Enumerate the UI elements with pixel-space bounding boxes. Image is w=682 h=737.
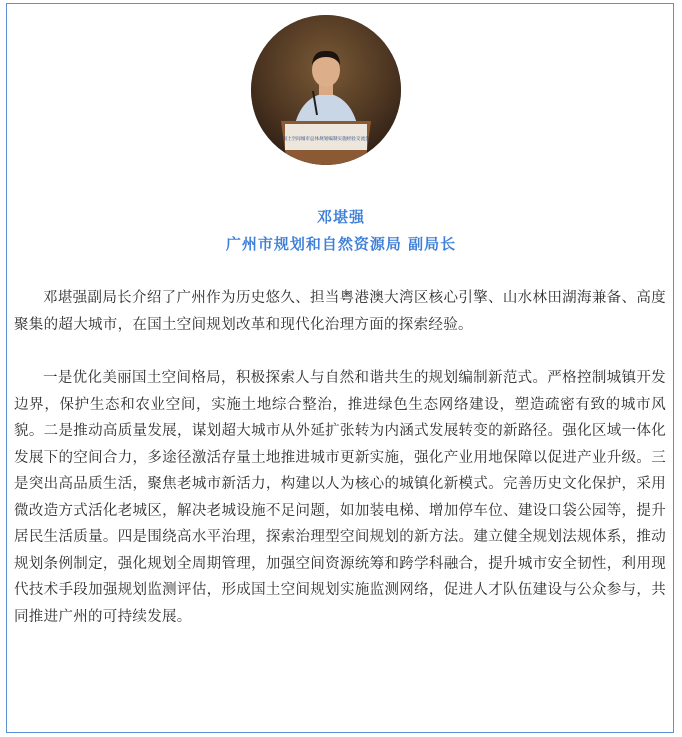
speaker-photo	[251, 15, 401, 165]
article-paragraph-intro: 邓堪强副局长介绍了广州作为历史悠久、担当粤港澳大湾区核心引擎、山水林田湖海兼备、高度聚集的超大城市，在国土空间规划改革和现代化治理方面的探索经验。	[14, 290, 666, 333]
speaker-photo-graphic	[251, 15, 401, 165]
podium-banner-text: 国土空间城市总体规划编制实施经验交流会	[282, 137, 370, 142]
speaker-title: 广州市规划和自然资源局 副局长	[225, 235, 457, 253]
speaker-name: 邓堪强	[316, 208, 365, 226]
article-paragraph-details: 一是优化美丽国土空间格局，积极探索人与自然和谐共生的规划编制新范式。严格控制城镇开发边界，保护生态和农业空间，实施土地综合整治，推进绿色生态网络建设，塑造疏密有致的城市风貌。二是推动高质量发展，谋划超大城市从外延扩张转为内涵式发展转变的新路径。强化区域一体化发展下的空间合力，多途径激活存量土地推进城市更新实施，强化产业用地保障以促进产业升级。三是突出高品质生活，聚焦老城市新活力，构建以人为核心的城镇化新模式。完善历史文化保护，采用微改造方式活化老城区，解决老城设施不足问题，如加装电梯、增加停车位、建设口袋公园等，提升居民生活质量。四是围绕高水平治理，探索治理型空间规划的新方法。建立健全规划法规体系，推动规划条例制定，强化规划全周期管理，加强空间资源统筹和跨学科融合，提升城市安全韧性，利用现代技术手段加强规划监测评估，形成国土空间规划实施监测网络，促进人才队伍建设与公众参与，共同推进广州的可持续发展。	[14, 370, 666, 625]
